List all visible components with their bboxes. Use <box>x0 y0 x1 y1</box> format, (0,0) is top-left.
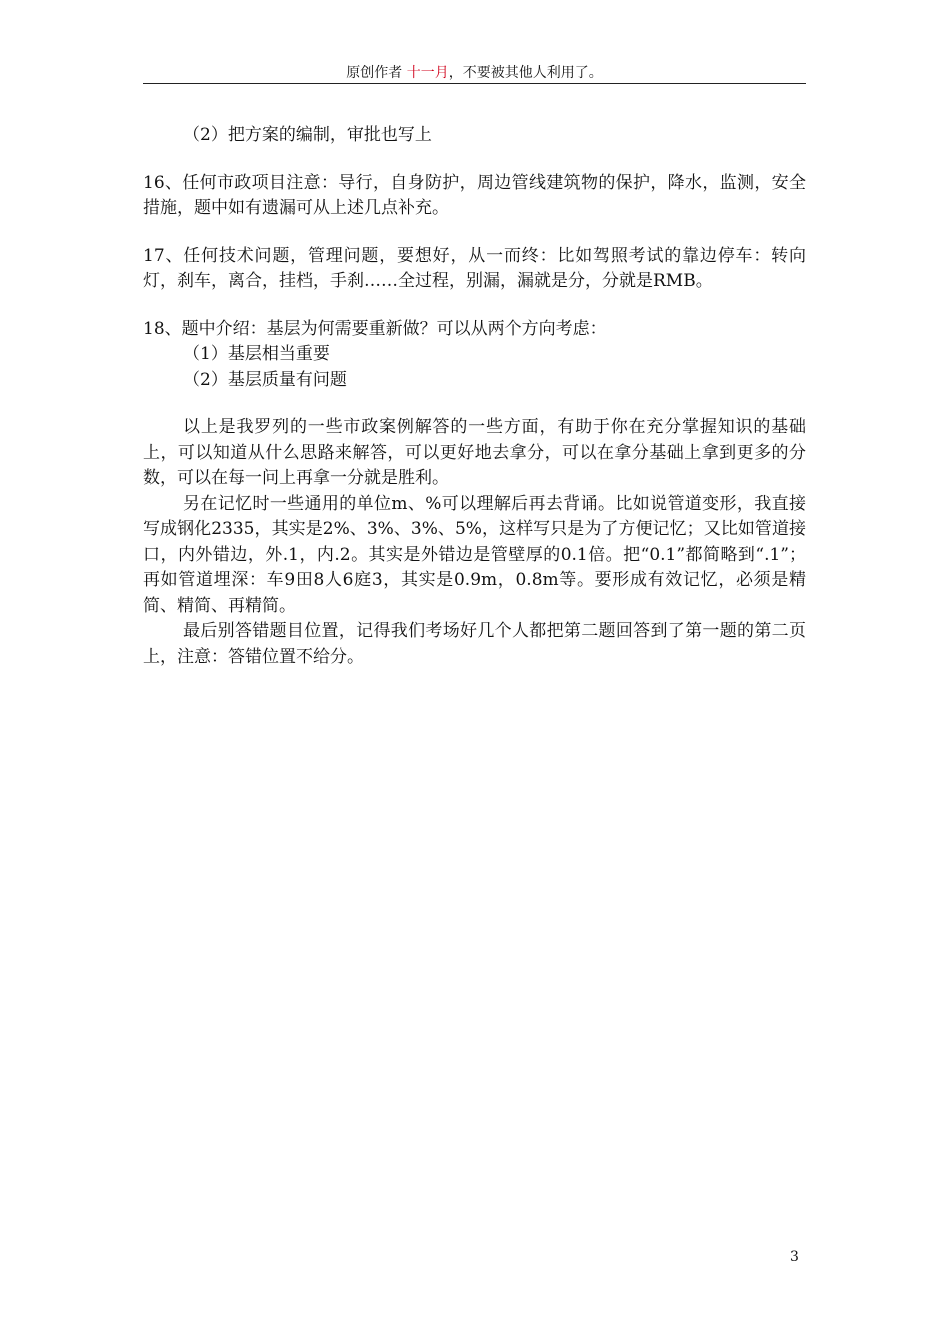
spacer <box>143 222 806 244</box>
document-body <box>143 123 806 670</box>
header-prefix: 原创作者 <box>346 65 407 81</box>
item-18-sub-1: （1）基层相当重要 <box>183 344 330 364</box>
paragraph-summary: 以上是我罗列的一些市政案例解答的一些方面，有助于你在充分掌握知识的基础上，可以知道从什么思路来解答，可以更好地去拿分，可以在拿分基础上拿到更多的分数，可以在每一问上再拿一分就是胜利。 <box>143 417 806 488</box>
header-author: 十一月 <box>406 65 449 81</box>
item-18: 18、题中介绍：基层为何需要重新做？可以从两个方向考虑： <box>143 318 607 339</box>
paragraph-memory-tips: 另在记忆时一些通用的单位m、%可以理解后再去背诵。比如说管道变形，我直接写成钢化2335，其实是2%、3%、3%、5%，这样写只是为了方便记忆；又比如管道接口，内外错边，外.1，内.2。其实是外错边是管壁厚的0.1倍。把“0.1”都简略到“.1”；再如管道埋深：车9田8人6庭3，其实是0.9m，0.8m等。要形成有效记忆，必须是精简、精简、再精简。 <box>143 493 806 616</box>
item-17: 17、任何技术问题，管理问题，要想好，从一而终：比如驾照考试的靠边停车：转向灯，刹车，离合，挂档，手刹……全过程，别漏，漏就是分，分就是RMB。 <box>143 245 806 291</box>
paragraph-final-note: 最后别答错题目位置，记得我们考场好几个人都把第二题回答到了第一题的第二页上，注意：答错位置不给分。 <box>143 621 806 667</box>
item-15-sub-2: （2）把方案的编制，审批也写上 <box>183 125 432 145</box>
header-suffix: ，不要被其他人利用了。 <box>448 65 603 81</box>
item-16: 16、任何市政项目注意：导行，自身防护，周边管线建筑物的保护，降水，监测，安全措施，题中如有遗漏可从上述几点补充。 <box>143 172 806 218</box>
spacer <box>143 393 806 415</box>
item-18-sub-2: （2）基层质量有问题 <box>183 369 347 390</box>
page-header <box>143 63 806 83</box>
spacer <box>143 149 806 171</box>
spacer <box>143 295 806 317</box>
header-divider <box>143 83 806 84</box>
page-number: 3 <box>790 1249 799 1265</box>
